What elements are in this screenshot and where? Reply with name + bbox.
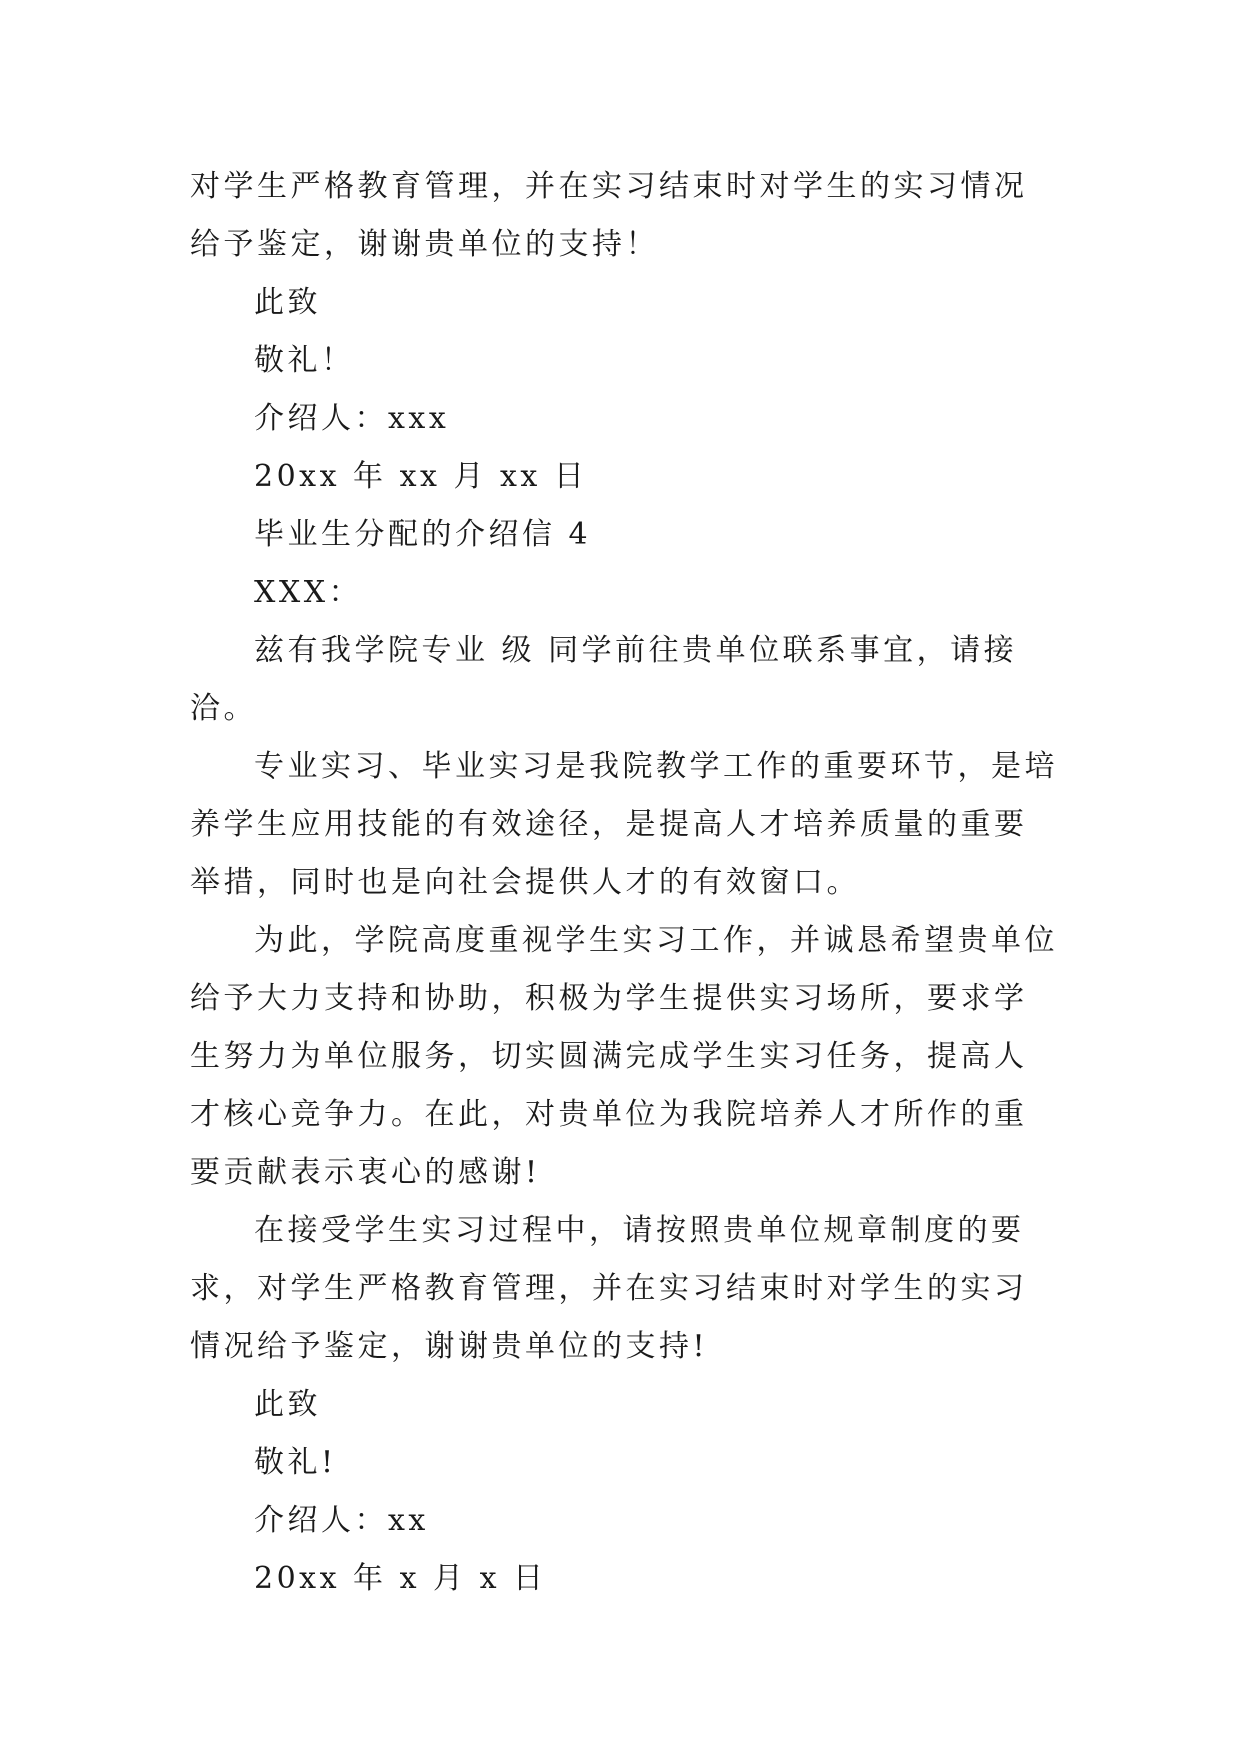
intro-paragraph: 兹有我学院专业 级 同学前往贵单位联系事宜，请接洽。	[190, 633, 1018, 726]
date-line: 20xx 年 xx 月 xx 日	[254, 459, 588, 494]
letter-body	[190, 158, 1060, 1608]
body-paragraph: 在接受学生实习过程中，请按照贵单位规章制度的要求，对学生严格教育管理，并在实习结束时对学生的实习情况给予鉴定，谢谢贵单位的支持!	[190, 1213, 1028, 1364]
letter-heading: 毕业生分配的介绍信 4	[254, 517, 592, 552]
recipient-line: XXX：	[254, 575, 363, 610]
closing-regards: 敬礼！	[254, 343, 355, 378]
paragraph-continuation: 对学生严格教育管理，并在实习结束时对学生的实习情况给予鉴定，谢谢贵单位的支持！	[190, 169, 1028, 262]
closing-salutation: 此致	[254, 285, 321, 320]
introducer-line: 介绍人：xxx	[254, 401, 450, 436]
body-paragraph: 为此，学院高度重视学生实习工作，并诚恳希望贵单位给予大力支持和协助，积极为学生提供实习场所，要求学生努力为单位服务，切实圆满完成学生实习任务，提高人才核心竞争力。在此，对贵单位为我院培养人才所作的重要贡献表示衷心的感谢!	[190, 923, 1058, 1190]
date-line: 20xx 年 x 月 x 日	[254, 1561, 547, 1596]
closing-salutation: 此致	[254, 1387, 321, 1422]
introducer-line: 介绍人：xx	[254, 1503, 429, 1538]
closing-regards: 敬礼!	[254, 1445, 337, 1480]
body-paragraph: 专业实习、毕业实习是我院教学工作的重要环节，是培养学生应用技能的有效途径，是提高人才培养质量的重要举措，同时也是向社会提供人才的有效窗口。	[190, 749, 1058, 900]
